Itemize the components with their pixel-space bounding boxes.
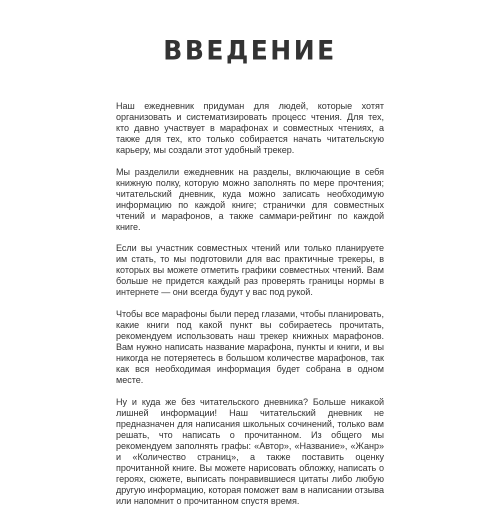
paragraph-marathons: Чтобы все марафоны были перед глазами, чтобы планировать, какие книги под какой пункт вы собираетесь прочитать, рекомендуем использовать наш трекер книжных марафонов. Вам нужно написать название марафона, пункты и книги, и вы никогда не потеряетесь в большом количестве марафонов, так как вся необходимая информация будет собрана в одном месте. (116, 309, 384, 385)
paragraph-reading-diary: Ну и куда же без читательского дневника? Больше никакой лишней информации! Наш читательский дневник не предназначен для написания школьных сочинений, только вам решать, что написать о прочитанном. Из общего мы рекомендуем заполнять графы: «Автор», «Название», «Жанр» и «Количество страниц», а также поставить оценку прочитанной книге. Вы можете нарисовать обложку, написать о героях, сюжете, выписать понравившиеся цитаты либо любую другую информацию, которая поможет вам в написании отзыва или напомнит о прочитанном спустя время. (116, 396, 384, 506)
page-title: ВВЕДЕНИЕ (163, 35, 337, 66)
body-text (116, 101, 384, 506)
paragraph-joint-reading: Если вы участник совместных чтений или только планируете им стать, то мы подготовили для вас практичные трекеры, в которых вы можете отметить графики совместных чтений. Вам больше не придется каждый раз проверять границы нормы в интернете — они всегда будут у вас под рукой. (116, 243, 384, 298)
paragraph-sections: Мы разделили ежедневник на разделы, включающие в себя книжную полку, которую можно заполнять по мере прочтения; читательский дневник, куда можно записать необходимую информацию по каждой книге; странички для совместных чтений и марафонов, а также саммари-рейтинг по каждой книге. (116, 166, 384, 232)
paragraph-intro: Наш ежедневник придуман для людей, которые хотят организовать и систематизировать процесс чтения. Для тех, кто давно участвует в марафонах и совместных чтениях, а также для тех, кто только собирается начать читательскую карьеру, мы создали этот удобный трекер. (116, 101, 384, 155)
